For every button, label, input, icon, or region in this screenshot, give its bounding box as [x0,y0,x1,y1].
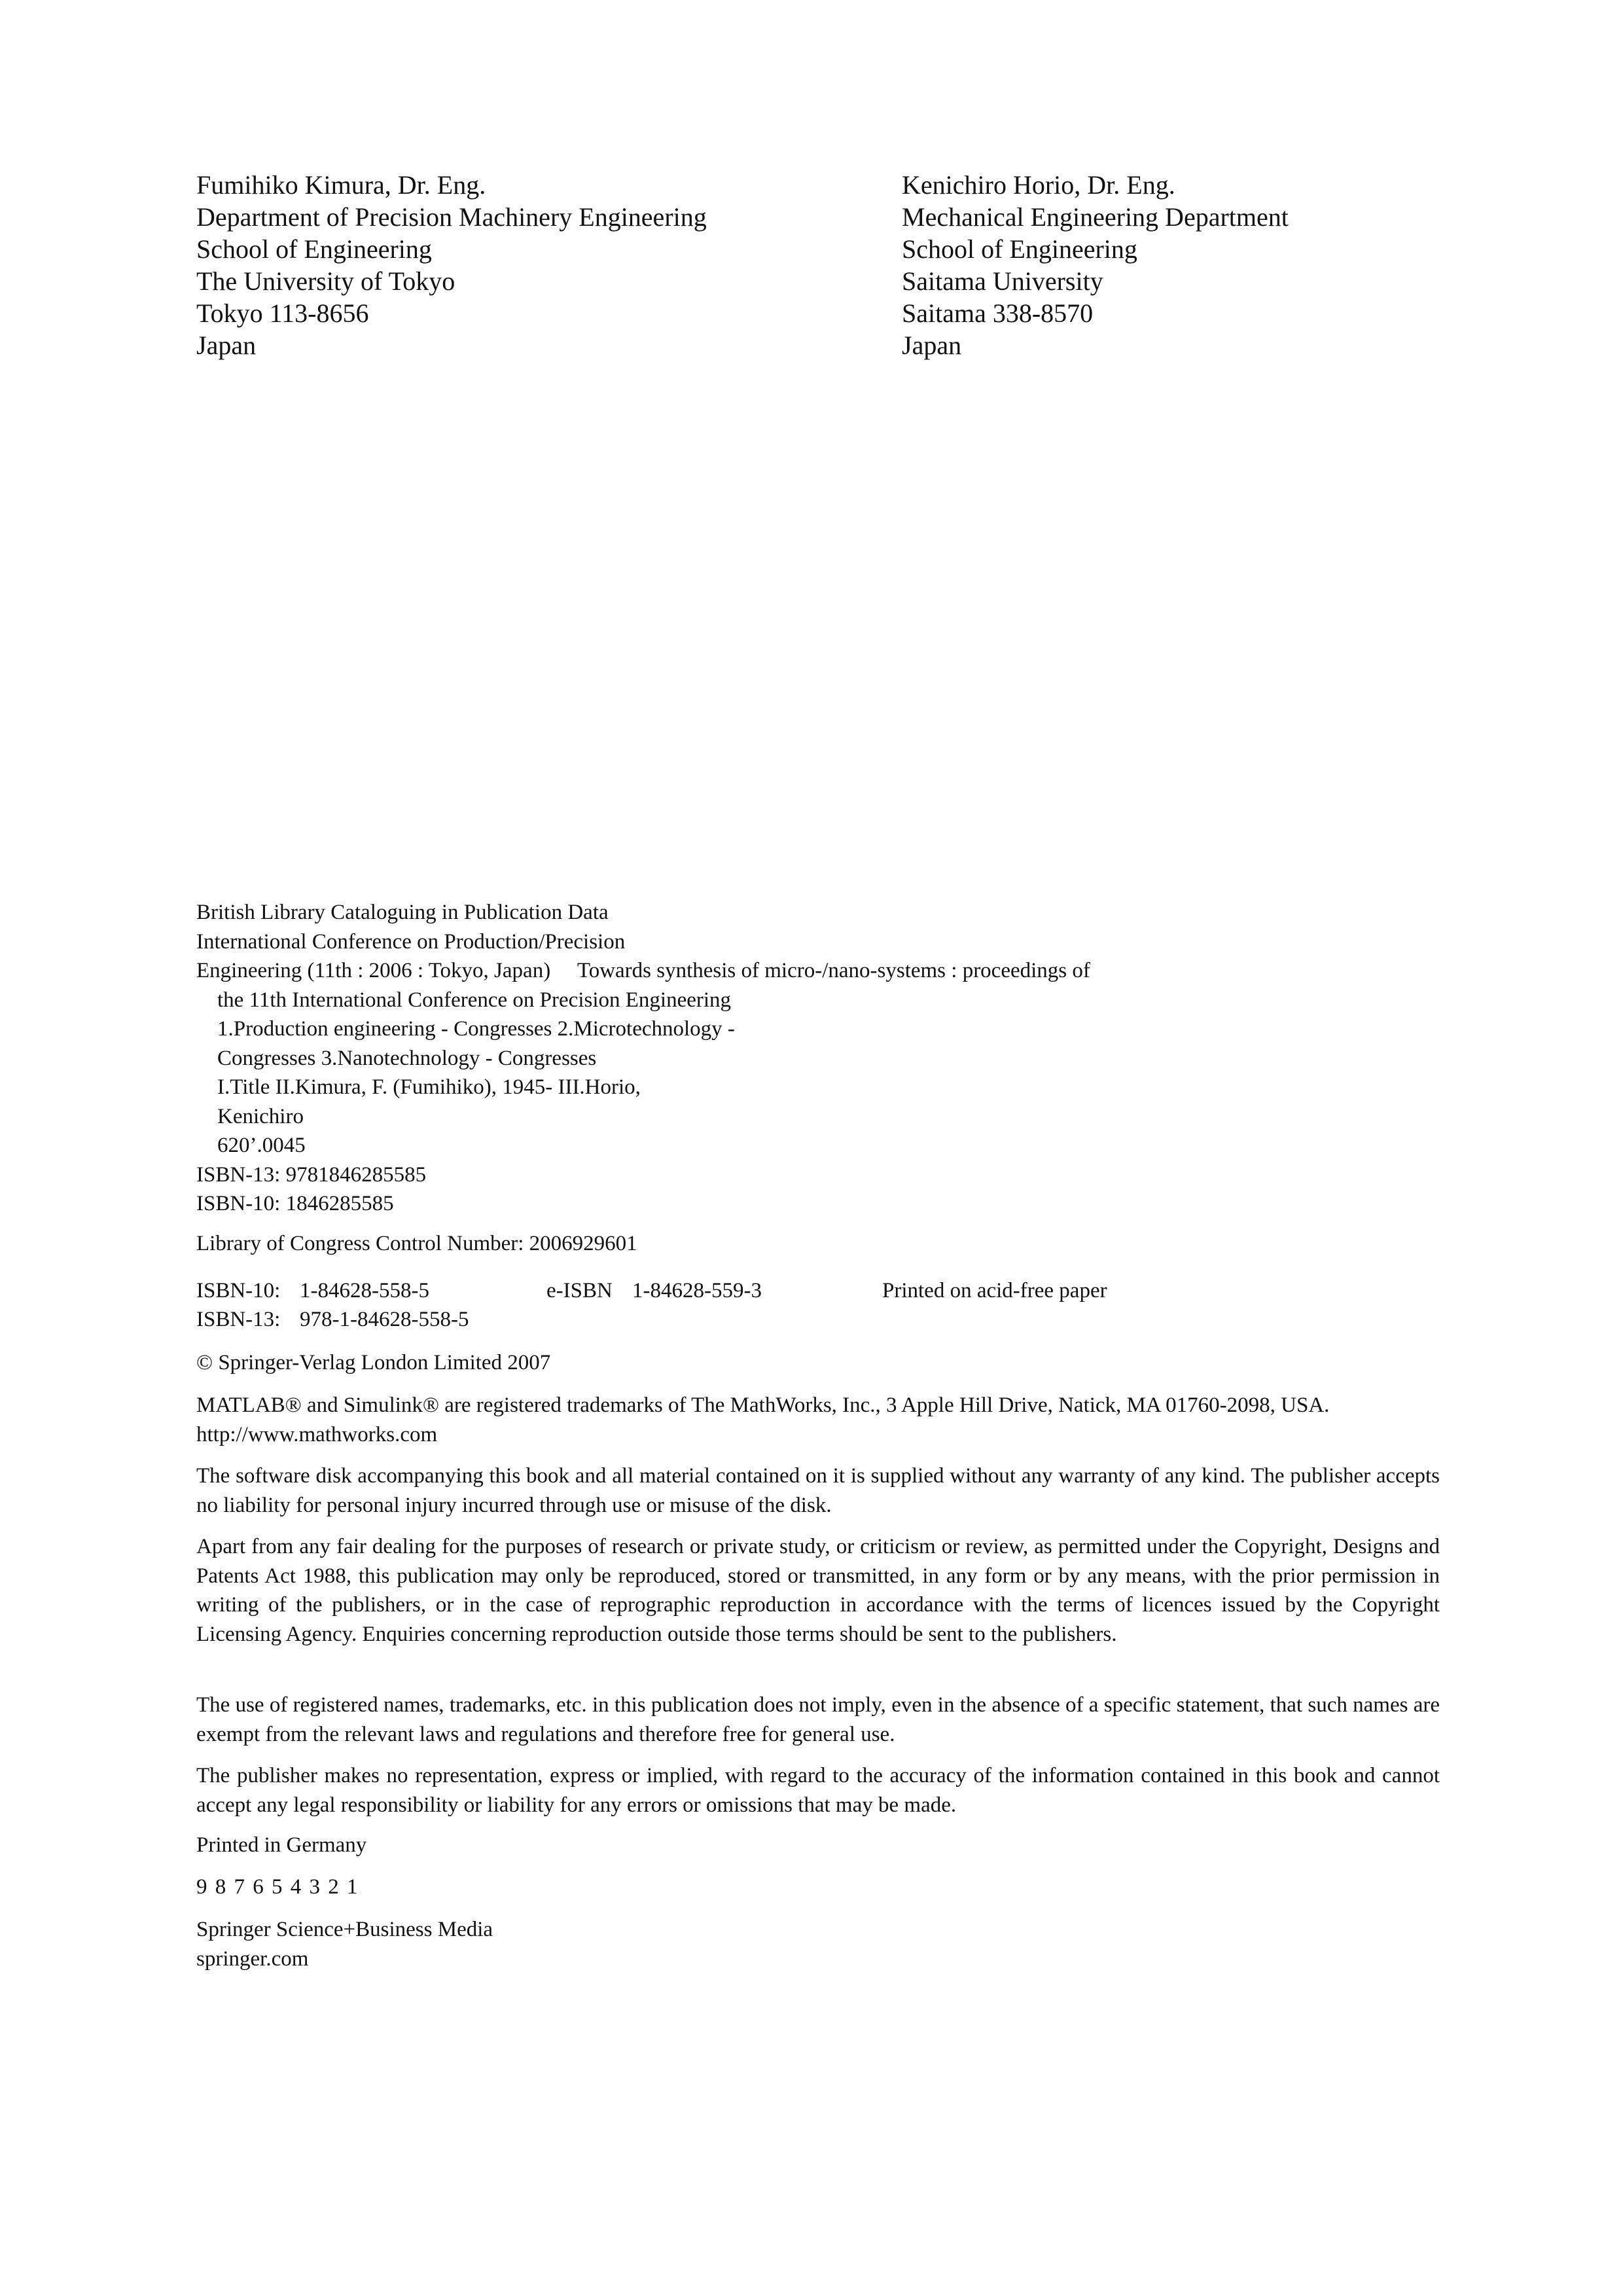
cip-isbn10: ISBN-10: 1846285585 [196,1192,394,1215]
author-address-kimura [196,169,707,361]
cip-line: Congresses 3.Nanotechnology - Congresses [217,1046,597,1070]
print-line [196,1873,1440,1902]
publisher-name: Springer Science+Business Media [196,1918,493,1941]
paragraph-text: The software disk accompanying this book and all material contained on it is supplied without any warranty of any kind. The publisher accepts no liability for personal injury incurred through use or misuse of the disk. [196,1464,1440,1517]
cip-line: the 11th International Conference on Precision Engineering [217,988,732,1012]
paragraph-text: The use of registered names, trademarks, etc. in this publication does not imply, even in the absence of a specific statement, that such names are exempt from the relevant laws and regulations and therefore free for general use. [196,1693,1440,1746]
author-city: Saitama 338-8570 [902,298,1094,328]
isbn10-value: 1-84628-558-5 [300,1279,429,1302]
isbn13-value: 978-1-84628-558-5 [300,1308,469,1331]
copyright-notice [196,1348,1440,1378]
cip-isbn13: ISBN-13: 9781846285585 [196,1162,427,1187]
publisher-imprint [196,1915,1440,1973]
software-disk-disclaimer [196,1462,1440,1520]
eisbn-value: 1-84628-559-3 [632,1279,762,1302]
printed-in-text: Printed in Germany [196,1833,367,1857]
author-school: School of Engineering [196,234,432,264]
author-name: Fumihiko Kimura, Dr. Eng. [196,170,486,200]
cip-line: International Conference on Production/Precision [196,929,626,954]
author-school: School of Engineering [902,234,1137,264]
isbn10-label: ISBN-10: [196,1279,281,1302]
lccn-text: Library of Congress Control Number: 2006929601 [196,1232,637,1255]
print-line-text: 9 8 7 6 5 4 3 2 1 [196,1875,359,1899]
author-country: Japan [196,331,257,360]
cip-line: I.Title II.Kimura, F. (Fumihiko), 1945- III.Horio, [217,1075,641,1099]
author-city: Tokyo 113-8656 [196,298,369,328]
paragraph-text: The publisher makes no representation, express or implied, with regard to the accuracy of the information contained in this book and cannot accept any legal responsibility or liability for any errors or omissions that may be made. [196,1764,1440,1817]
author-department: Mechanical Engineering Department [902,202,1289,232]
publisher-site: springer.com [196,1946,309,1971]
paragraph-text: Apart from any fair dealing for the purposes of research or private study, or criticism or review, as permitted under the Copyright, Designs and Patents Act 1988, this publication may only be reproduced, stored or transmitted, in any form or by any means, with the prior permission in writing of the publishers, or in the case of reprographic reproduction in accordance with the terms of licences issued by the Copyright Licensing Agency. Enquiries concerning reproduction outside those terms should be sent to the publishers. [196,1535,1440,1646]
author-university: Saitama University [902,266,1103,296]
cip-line: Kenichiro [217,1104,304,1128]
copyright-text: © Springer-Verlag London Limited 2007 [196,1351,551,1374]
author-address-horio [902,169,1289,361]
author-university: The University of Tokyo [196,266,455,296]
author-department: Department of Precision Machinery Engineering [196,202,707,232]
cip-classification: 620’.0045 [217,1134,306,1157]
eisbn-label: e-ISBN [546,1279,613,1302]
fair-dealing-notice [196,1532,1440,1649]
cip-line: 1.Production engineering - Congresses 2.Microtechnology - [217,1017,735,1041]
liability-notice [196,1761,1440,1820]
cip-line: Engineering (11th : 2006 : Tokyo, Japan) Towards synthesis of micro-/nano-systems : proceedings of [196,959,1090,982]
trademark-notice [196,1391,1440,1449]
mathworks-url: http://www.mathworks.com [196,1422,438,1446]
registered-names-notice [196,1691,1440,1749]
printed-in [196,1831,1440,1860]
isbn13-label: ISBN-13: [196,1308,281,1331]
lccn [196,1229,1440,1259]
acid-free-note: Printed on acid-free paper [882,1279,1107,1302]
trademark-line: MATLAB® and Simulink® are registered trademarks of The MathWorks, Inc., 3 Apple Hill Drive, Natick, MA 01760-2098, USA. [196,1393,1330,1417]
cip-heading: British Library Cataloguing in Publication Data [196,901,609,924]
author-name: Kenichiro Horio, Dr. Eng. [902,170,1175,200]
author-country: Japan [902,331,962,360]
cip-data [196,898,1090,1219]
